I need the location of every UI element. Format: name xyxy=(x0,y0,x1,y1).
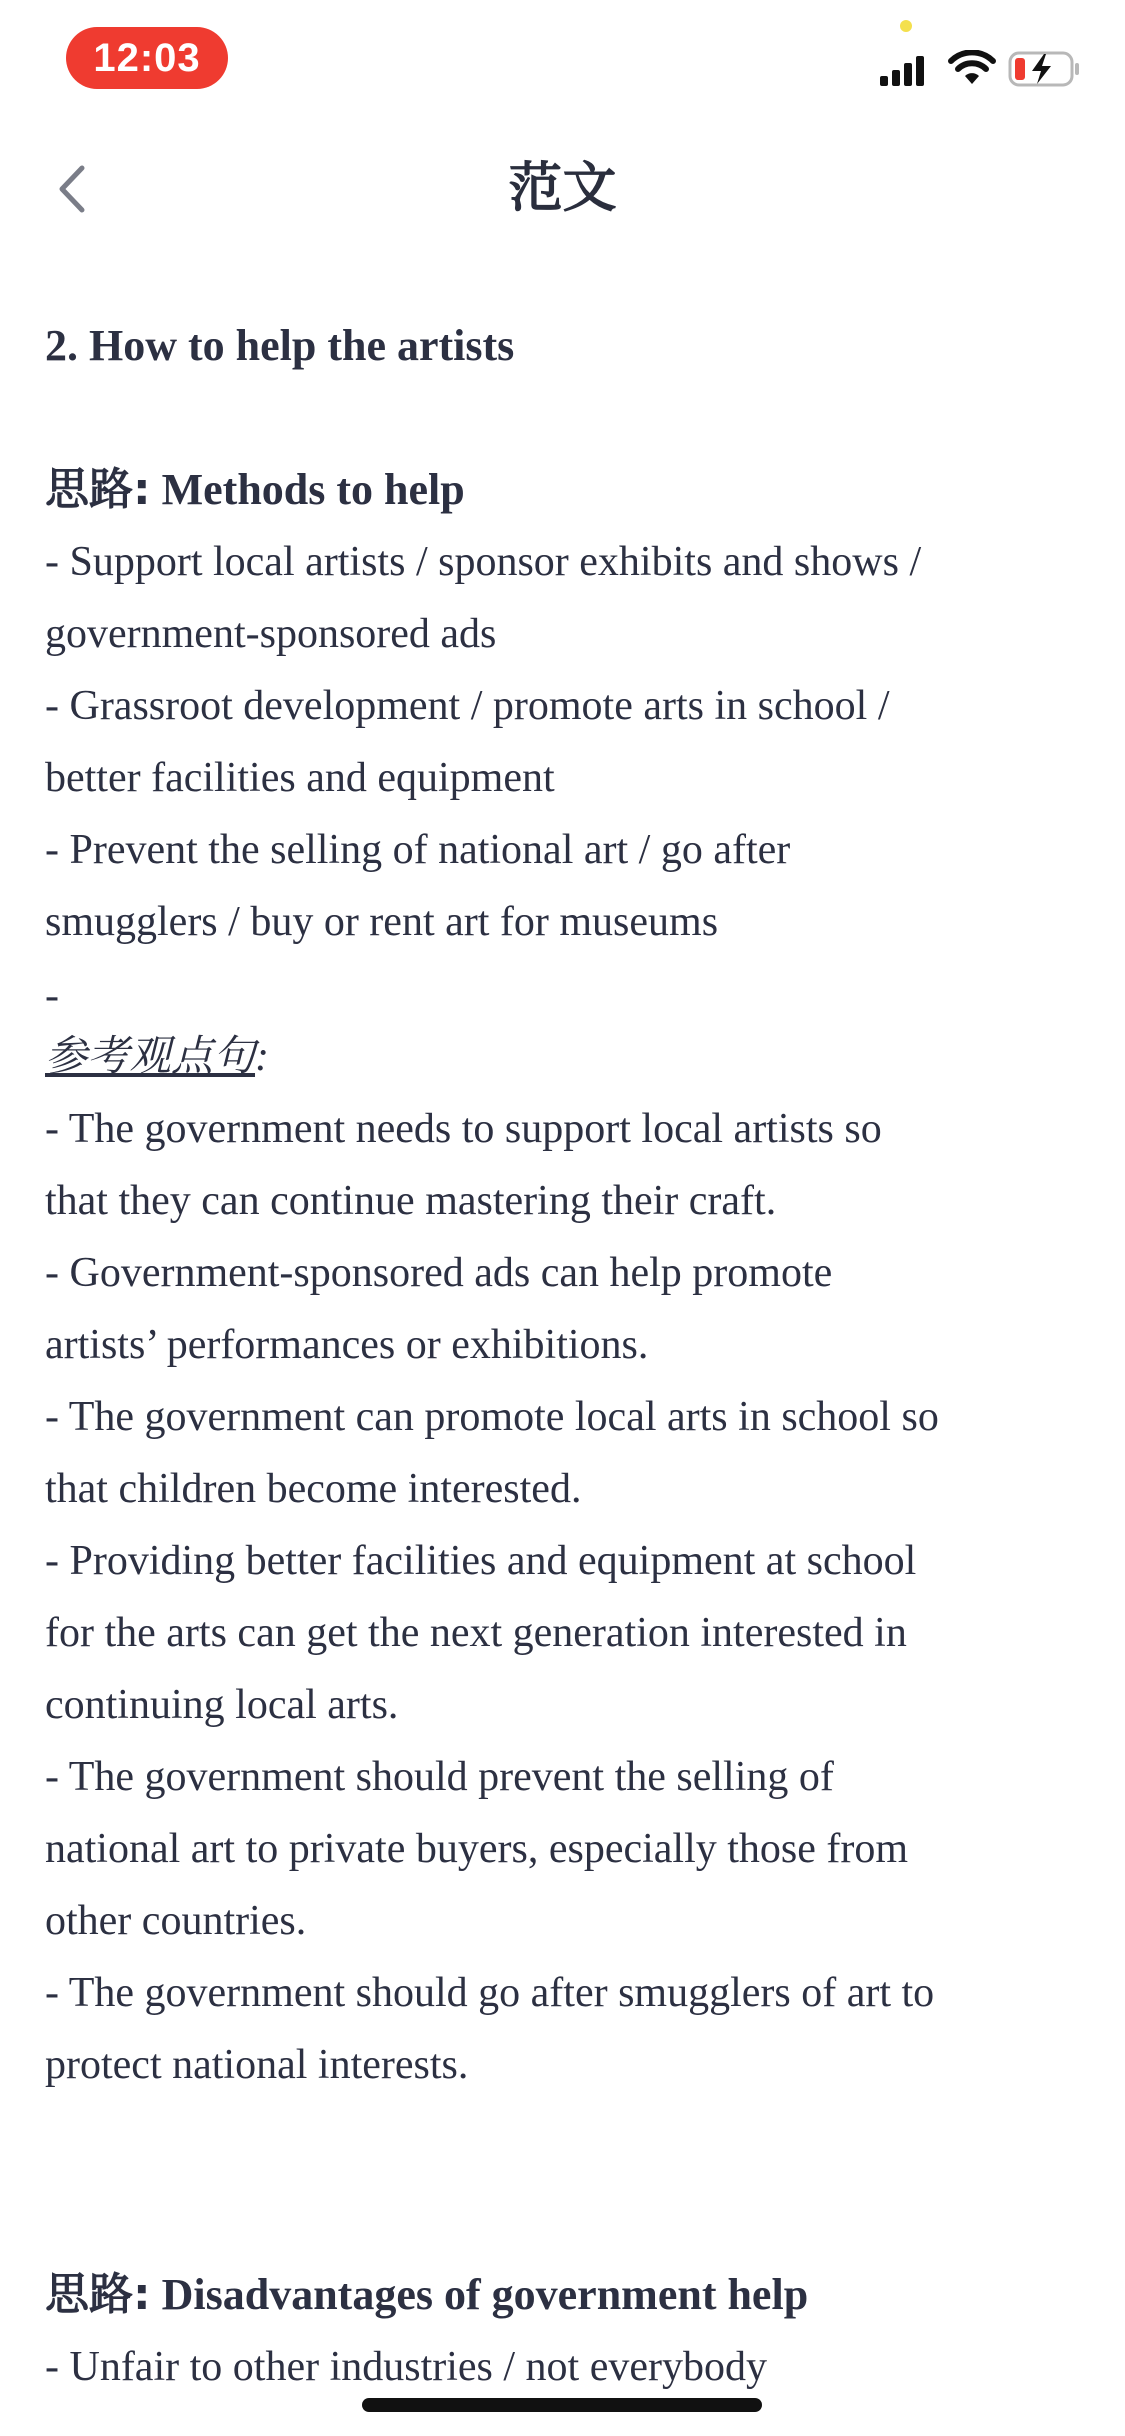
list-item: - Grassroot development / promote arts in school / xyxy=(45,683,890,729)
list-item: - The government should go after smugglers of art to xyxy=(45,1970,935,2016)
section-title-text: Methods to help xyxy=(161,465,465,514)
cellular-signal-icon xyxy=(880,56,924,86)
reference-label xyxy=(45,1020,1085,1093)
section-label: 思路: xyxy=(45,464,151,515)
camera-indicator-icon xyxy=(900,20,912,32)
list-item: - The government should prevent the selling of xyxy=(45,1754,834,1800)
list-item: smugglers / buy or rent art for museums xyxy=(45,899,719,945)
article-content xyxy=(45,310,1085,2403)
list-item: better facilities and equipment xyxy=(45,755,555,801)
navigation-bar xyxy=(0,140,1125,236)
status-bar xyxy=(0,0,1125,130)
list-item: - Government-sponsored ads can help promote xyxy=(45,1250,833,1296)
separator-dash: - xyxy=(45,973,59,1019)
list-item: national art to private buyers, especially those from xyxy=(45,1826,909,1872)
list-item: artists’ performances or exhibitions. xyxy=(45,1322,649,1368)
article-heading: 2. How to help the artists xyxy=(45,321,515,370)
section-title-text: Disadvantages of government help xyxy=(161,2270,809,2319)
section-methods-title xyxy=(45,454,1085,526)
list-item: other countries. xyxy=(45,1898,307,1944)
list-item: that they can continue mastering their craft. xyxy=(45,1178,777,1224)
list-item: for the arts can get the next generation interested in xyxy=(45,1610,907,1656)
home-indicator[interactable] xyxy=(362,2398,762,2412)
list-item: - The government needs to support local artists so xyxy=(45,1106,882,1152)
list-item: - Unfair to other industries / not everybody xyxy=(45,2344,767,2390)
battery-charging-icon xyxy=(1008,50,1080,88)
list-item: that children become interested. xyxy=(45,1466,582,1512)
list-item: - Support local artists / sponsor exhibits and shows / xyxy=(45,539,922,585)
list-item: - Providing better facilities and equipment at school xyxy=(45,1538,917,1584)
wifi-icon xyxy=(948,50,996,86)
page-title: 范文 xyxy=(508,156,617,219)
list-item: government-sponsored ads xyxy=(45,611,497,657)
section-disadvantages-title xyxy=(45,2259,1085,2331)
section-label: 思路: xyxy=(45,2269,151,2320)
list-item: protect national interests. xyxy=(45,2042,469,2088)
list-item: - The government can promote local arts in school so xyxy=(45,1394,939,1440)
list-item: - Prevent the selling of national art / go after xyxy=(45,827,791,873)
list-item: continuing local arts. xyxy=(45,1682,399,1728)
reference-label-colon: : xyxy=(255,1034,270,1080)
reference-label-text: 参考观点句 xyxy=(45,1031,256,1080)
status-time: 12:03 xyxy=(66,27,228,89)
